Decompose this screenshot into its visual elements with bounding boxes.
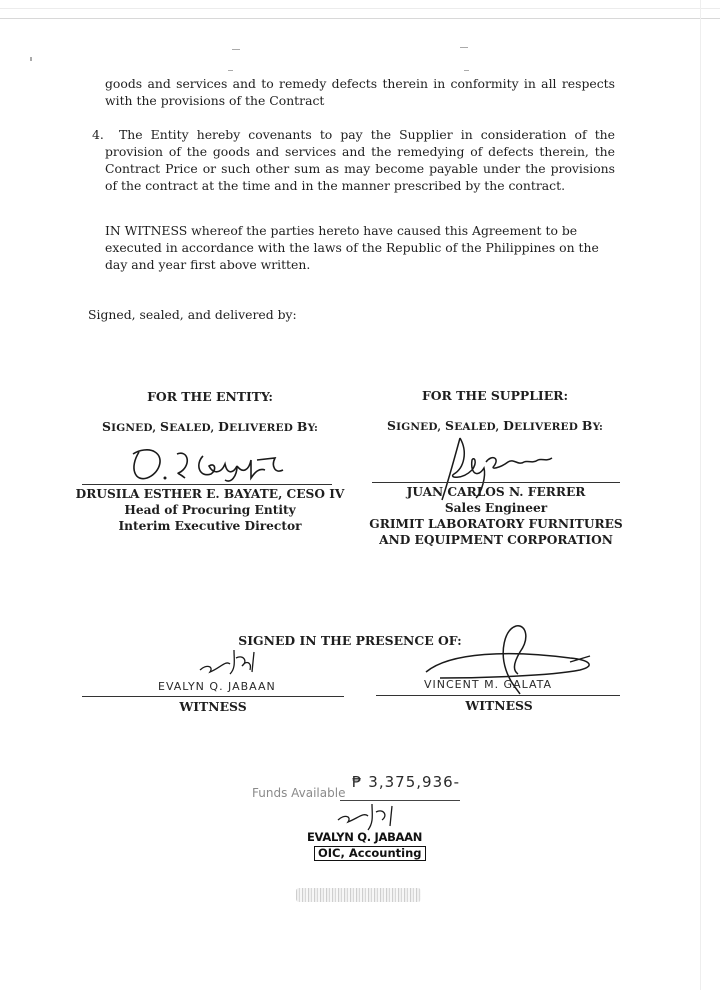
supplier-signatory-name: JUAN CARLOS N. FERRER bbox=[406, 485, 586, 499]
scan-smudge bbox=[296, 888, 421, 902]
accounting-initials-icon bbox=[330, 800, 410, 834]
scan-speck bbox=[30, 57, 32, 61]
scan-edge-line bbox=[700, 0, 701, 990]
scan-speck bbox=[232, 49, 240, 50]
witness2-handwritten-name: VINCENT M. GALATA bbox=[424, 678, 553, 691]
supplier-signatory-block bbox=[356, 484, 636, 548]
contract-paragraph-3-end: goods and services and to remedy defects therein in conformity in all respects with the provisions of the Contract bbox=[105, 76, 615, 108]
supplier-subheading: SIGNED, SEALED, DELIVERED BY: bbox=[386, 418, 604, 433]
entity-heading: FOR THE ENTITY: bbox=[147, 389, 273, 404]
witness-clause: IN WITNESS whereof the parties hereto have caused this Agreement to be executed in accordance with the laws of the Republic of the Philippines on the day and year first above written. bbox=[105, 223, 599, 272]
accounting-officer-name: EVALYN Q. JABAAN bbox=[307, 830, 423, 844]
funds-amount: ₱ 3,375,936- bbox=[352, 773, 461, 791]
scan-speck bbox=[460, 47, 468, 48]
scan-speck bbox=[464, 70, 469, 71]
entity-signatory-title: Head of Procuring Entity bbox=[124, 503, 296, 517]
entity-signature-line bbox=[82, 484, 332, 485]
supplier-heading: FOR THE SUPPLIER: bbox=[421, 388, 569, 403]
witness1-label: WITNESS bbox=[179, 699, 247, 714]
supplier-signature-line bbox=[372, 482, 620, 483]
supplier-company-line1: GRIMIT LABORATORY FURNITURES bbox=[369, 517, 623, 531]
entity-signatory-block bbox=[70, 486, 350, 534]
paragraph-number: 4. bbox=[92, 127, 104, 142]
entity-signatory-name: DRUSILA ESTHER E. BAYATE, CESO IV bbox=[75, 487, 345, 501]
scan-edge-line bbox=[0, 18, 720, 19]
contract-paragraph-4-text: The Entity hereby covenants to pay the Supplier in consideration of the provision of the goods and services and the remedying of defects therein, the Contract Price or such other sum as may become payable under the provisions of the contract at the time and in the manner prescribed by the contract. bbox=[105, 127, 615, 193]
contract-paragraph-4 bbox=[105, 126, 615, 194]
presence-heading: SIGNED IN THE PRESENCE OF: bbox=[238, 633, 462, 648]
scan-edge-line bbox=[0, 8, 720, 9]
entity-signature-icon bbox=[125, 440, 295, 490]
witness2-signature-line bbox=[376, 695, 620, 696]
signed-intro: Signed, sealed, and delivered by: bbox=[88, 307, 297, 322]
funds-available-label: Funds Available bbox=[252, 786, 346, 800]
witness2-label: WITNESS bbox=[465, 698, 533, 713]
supplier-company-line2: AND EQUIPMENT CORPORATION bbox=[379, 533, 613, 547]
supplier-signatory-title: Sales Engineer bbox=[444, 501, 548, 515]
accounting-officer-title: OIC, Accounting bbox=[314, 846, 426, 861]
entity-subheading: SIGNED, SEALED, DELIVERED BY: bbox=[101, 419, 319, 434]
witness1-handwritten-name: EVALYN Q. JABAAN bbox=[158, 680, 276, 693]
witness1-signature-line bbox=[82, 696, 344, 697]
entity-signatory-position: Interim Executive Director bbox=[118, 519, 302, 533]
witness1-initials-icon bbox=[190, 640, 270, 685]
scan-speck bbox=[228, 70, 233, 71]
